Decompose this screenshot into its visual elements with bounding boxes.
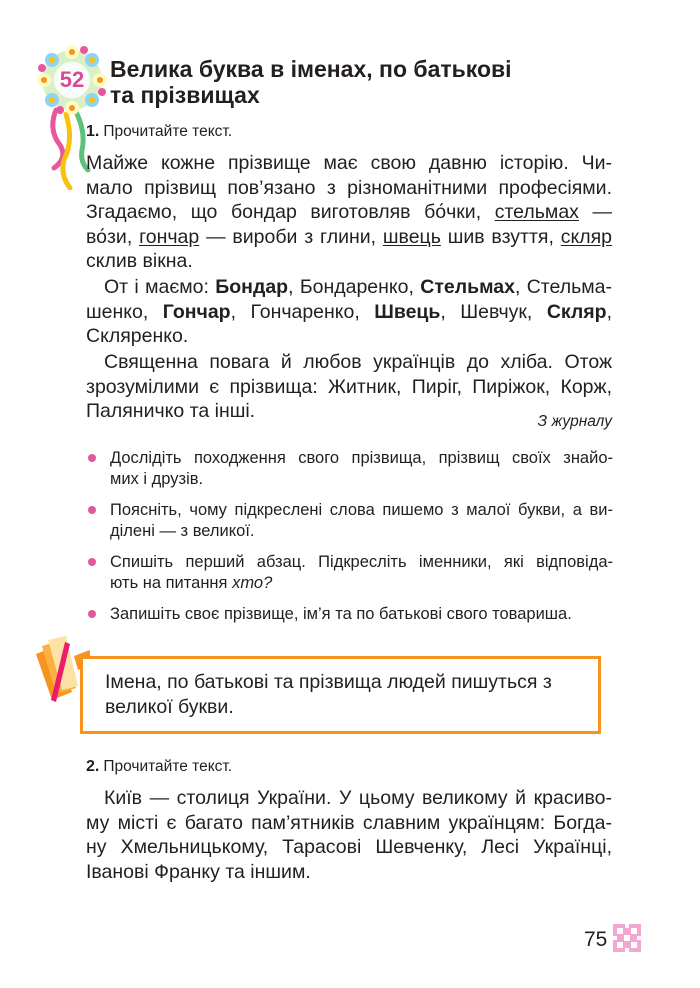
source-attribution: З журналу [537, 413, 612, 430]
task-2-instruction [86, 757, 232, 777]
underlined-word: скляр [560, 225, 613, 248]
underlined-word: швець [382, 225, 441, 248]
assignment-item: Спишіть перший абзац. Підкресліть іменники, які відповіда- ють на питання хто? [88, 552, 613, 594]
bullet-dot-icon [88, 506, 96, 514]
text-line: Майже кожне прізвище має свою давню історію. Чи- [86, 152, 612, 174]
rule-box [80, 656, 601, 734]
assignment-item: Запишіть своє прізвище, ім’я та по батькові свого товариша. [88, 604, 613, 625]
task-1-instruction [86, 122, 232, 142]
underlined-word: гончар [139, 225, 200, 248]
text-line: му місті є багато пам’ятників славним українцям: Богда- [86, 811, 612, 834]
text-line: Священна повага й любов українців до хліба. Отож [104, 351, 612, 373]
text-line: Київ — столиця України. У цьому великому й красиво- [104, 787, 612, 809]
text-line: во́зи, гончар — вироби з глини, швець шив взуття, скляр [86, 225, 613, 248]
task-1-paragraph-2 [86, 275, 612, 349]
task-instruction-text: Прочитайте текст. [103, 123, 233, 140]
text-line: Скляренко. [86, 325, 189, 347]
text-line: Паляничко та інші. [86, 400, 256, 422]
lesson-number: 52 [59, 67, 85, 92]
page-number: 75 [584, 928, 608, 951]
italic-word: хто? [232, 574, 273, 592]
text-line: ну Хмельницькому, Тарасові Шевченку, Лесі Українці, [86, 836, 612, 858]
text-line: Згадаємо, що бондар виготовляв бо́чки, стельмах — [86, 201, 613, 223]
task-number: 1. [86, 123, 100, 140]
lesson-title [110, 56, 580, 108]
ornament-icon [613, 924, 641, 952]
text-line: Іванові Франку та іншим. [86, 860, 311, 883]
assignment-item: Дослідіть походження свого прізвища, прізвищ своїх знайо- мих і друзів. [88, 448, 613, 490]
task-number: 2. [86, 758, 100, 775]
task-2-paragraph [86, 786, 612, 884]
task-instruction-text: Прочитайте текст. [103, 758, 233, 775]
text-line: шенко, Гончар, Гончаренко, Швець, Шевчук, Скляр, [86, 300, 612, 323]
text-line: зрозумілими є прізвища: Житник, Пиріг, Пиріжок, Корж, [86, 375, 612, 398]
text-line: мало прізвищ пов’язано з різноманітними професіями. [86, 176, 612, 199]
text-line: склив вікна. [86, 250, 193, 272]
bullet-dot-icon [88, 558, 96, 566]
text-line: От і маємо: Бондар, Бондаренко, Стельмах, Стельма- [104, 276, 612, 298]
bullet-dot-icon [88, 454, 96, 462]
bullet-dot-icon [88, 610, 96, 618]
task-1-paragraph-3 [86, 350, 612, 424]
task-1-assignments [88, 448, 613, 635]
title-line-1: Велика буква в іменах, по батькові [110, 56, 512, 82]
assignment-item: Поясніть, чому підкреслені слова пишемо з малої букви, а ви- ділені — з великої. [88, 500, 613, 542]
title-line-2: та прізвищах [110, 82, 260, 108]
rule-text: Імена, по батькові та прізвища людей пишуться з великої букви. [105, 671, 552, 718]
task-1-paragraph-1 [86, 151, 612, 274]
underlined-word: стельмах [494, 201, 579, 223]
